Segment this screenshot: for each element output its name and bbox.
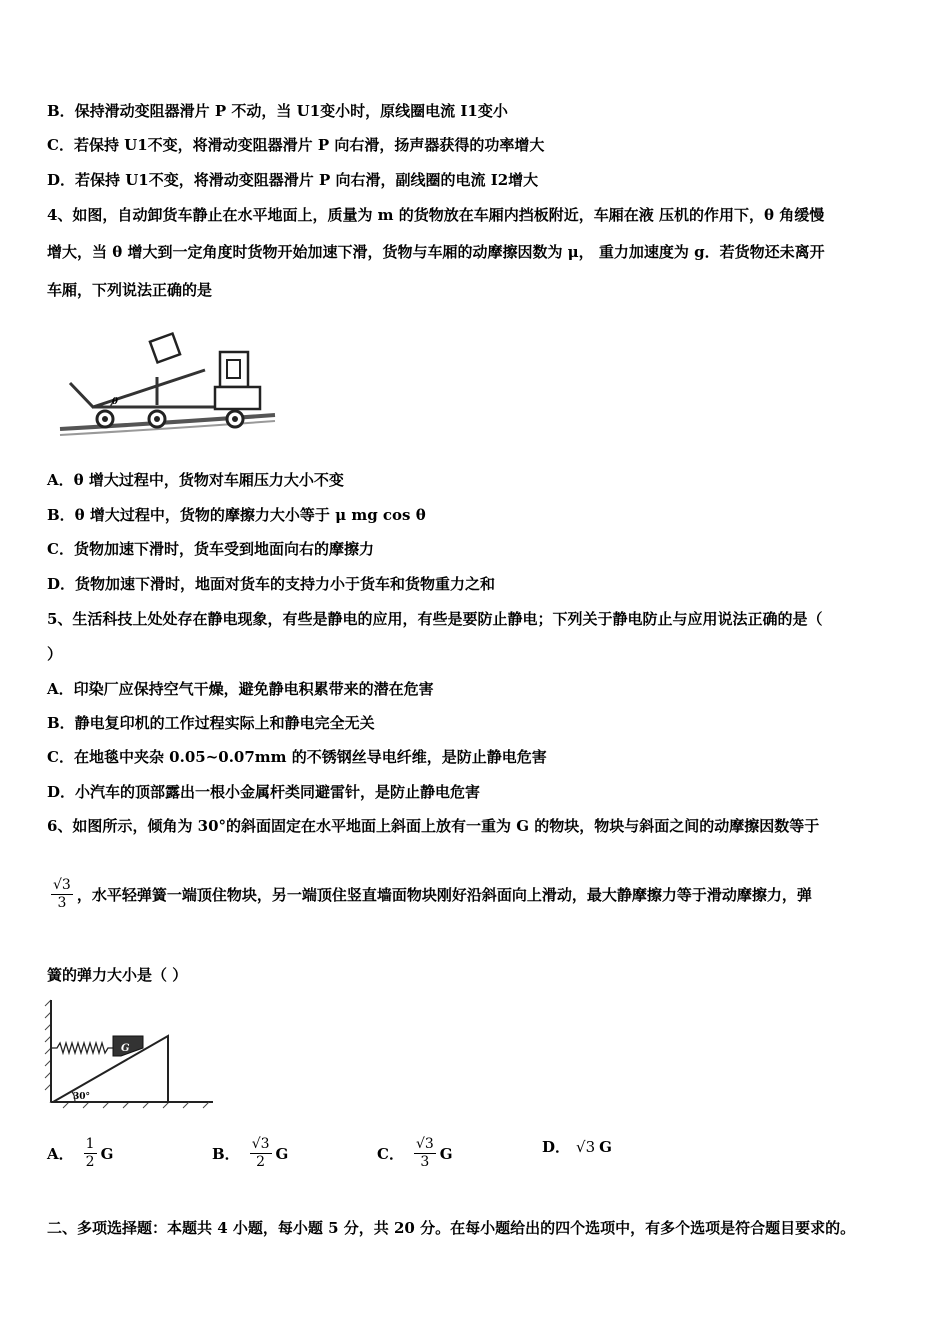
q6-stem-line1: 6、如图所示，倾角为 30°的斜面固定在水平地面上斜面上放有一重为 G 的物块，物块与斜面之间的动摩擦因数等于	[47, 817, 820, 835]
q4-stem-line1: 4、如图，自动卸货车静止在水平地面上，质量为 m 的货物放在车厢内挡板附近，车厢在液 压机的作用下，θ 角缓慢	[47, 206, 825, 224]
q4-option-a: A．θ 增大过程中，货物对车厢压力大小不变	[47, 471, 344, 489]
q6-option-a-denominator: 2	[85, 1154, 95, 1170]
q6-option-a-label: A．	[47, 1145, 74, 1163]
q5-stem-line2: ）	[47, 645, 63, 663]
q6-option-d	[542, 1136, 612, 1157]
dump-truck-figure	[55, 315, 280, 443]
q5-option-a: A．印染厂应保持空气干燥，避免静电积累带来的潜在危害	[47, 680, 434, 698]
q6-option-a-numerator: 1	[85, 1136, 95, 1152]
q3-option-c: C．若保持 U1不变，将滑动变阻器滑片 P 向右滑，扬声器获得的功率增大	[47, 136, 545, 154]
q6-mu-numerator: √3	[53, 877, 71, 893]
q6-figure-angle-label: 30°	[73, 1092, 91, 1102]
q6-stem-line2	[47, 877, 812, 912]
q6-option-d-unit: G	[599, 1137, 612, 1156]
q6-stem-line2-text: ，水平轻弹簧一端顶住物块，另一端顶住竖直墙面物块刚好沿斜面向上滑动，最大静摩擦力等于滑动摩擦力，弹	[76, 885, 812, 904]
q4-option-b: B．θ 增大过程中，货物的摩擦力大小等于 μ mg cos θ	[47, 506, 426, 524]
q6-option-b	[212, 1136, 288, 1171]
q4-figure-theta: θ	[112, 397, 119, 407]
q6-option-c	[377, 1136, 453, 1171]
q6-option-c-label: C．	[377, 1145, 404, 1163]
q4-option-d: D．货物加速下滑时，地面对货车的支持力小于货车和货物重力之和	[47, 575, 496, 593]
q6-option-d-label: D．	[542, 1138, 571, 1156]
q5-option-d: D．小汽车的顶部露出一根小金属杆类同避雷针，是防止静电危害	[47, 783, 481, 801]
q6-mu-denominator: 3	[57, 895, 67, 911]
q6-option-b-unit: G	[275, 1144, 289, 1163]
q4-option-c: C．货物加速下滑时，货车受到地面向右的摩擦力	[47, 540, 374, 558]
q3-option-b: B．保持滑动变阻器滑片 P 不动，当 U1变小时，原线圈电流 I1变小	[47, 102, 508, 120]
q6-figure-block-label: G	[121, 1043, 130, 1054]
q6-option-c-unit: G	[439, 1144, 453, 1163]
section-2-heading: 二、多项选择题：本题共 4 小题，每小题 5 分，共 20 分。在每小题给出的四个选项中，有多个选项是符合题目要求的。	[47, 1219, 856, 1237]
q4-stem-line3: 车厢，下列说法正确的是	[47, 281, 213, 299]
q6-option-b-numerator: √3	[251, 1136, 270, 1152]
q6-option-a-unit: G	[100, 1144, 114, 1163]
incline-spring-figure	[43, 998, 218, 1110]
q6-option-c-denominator: 3	[420, 1154, 430, 1170]
q5-option-c: C．在地毯中夹杂 0.05~0.07mm 的不锈钢丝导电纤维，是防止静电危害	[47, 748, 547, 766]
q6-option-a	[47, 1136, 113, 1171]
q6-option-c-numerator: √3	[415, 1136, 434, 1152]
q6-option-b-denominator: 2	[256, 1154, 266, 1170]
q6-stem-line3: 簧的弹力大小是（ ）	[47, 966, 188, 984]
q5-option-b: B．静电复印机的工作过程实际上和静电完全无关	[47, 714, 375, 732]
q6-option-d-root: √3	[576, 1137, 596, 1156]
q6-option-b-fraction	[250, 1136, 272, 1171]
q3-option-d: D．若保持 U1不变，将滑动变阻器滑片 P 向右滑，副线圈的电流 I2增大	[47, 171, 539, 189]
q6-option-a-fraction	[84, 1136, 97, 1171]
q6-mu-fraction	[51, 877, 73, 912]
q6-option-c-fraction	[414, 1136, 436, 1171]
q6-option-b-label: B．	[212, 1145, 240, 1163]
q5-stem-line1: 5、生活科技上处处存在静电现象，有些是静电的应用，有些是要防止静电；下列关于静电防止与应用说法正确的是（	[47, 610, 823, 628]
q4-stem-line2: 增大，当 θ 增大到一定角度时货物开始加速下滑，货物与车厢的动摩擦因数为 μ， 重力加速度为 g．若货物还未离开	[47, 243, 825, 261]
